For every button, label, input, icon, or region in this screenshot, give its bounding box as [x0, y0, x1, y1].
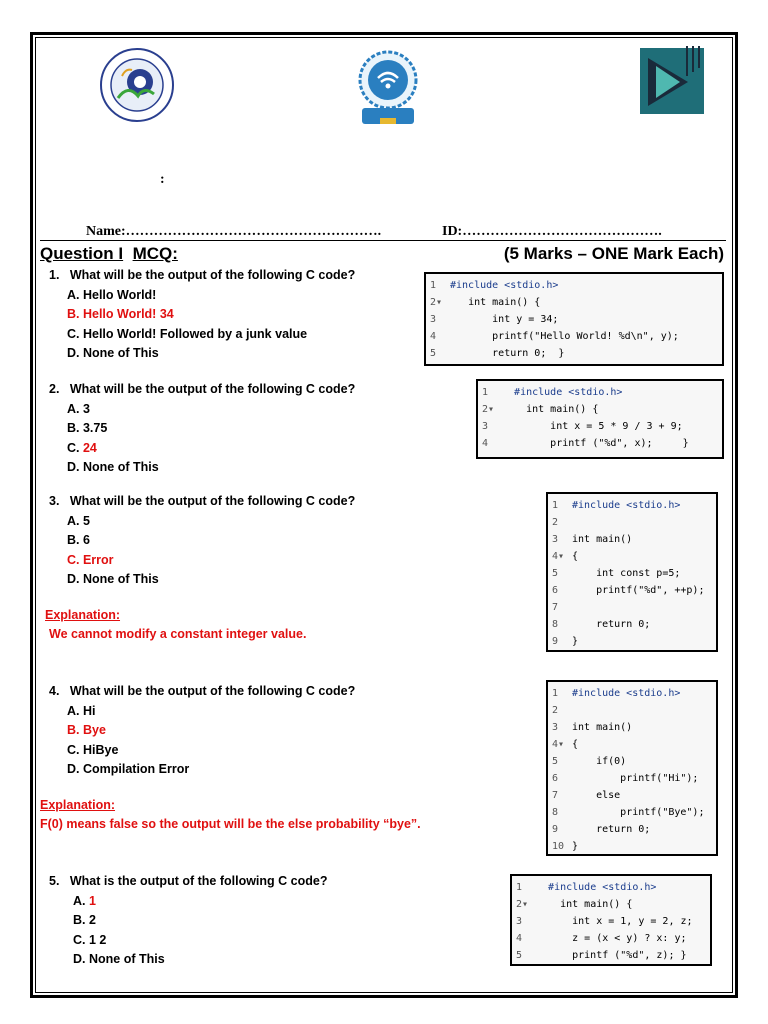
- code-line: #include <stdio.h>: [572, 500, 681, 511]
- question-4: [49, 682, 355, 780]
- code-line: printf ("%d", z); }: [572, 950, 687, 961]
- code-line: int x = 5 * 9 / 3 + 9;: [550, 421, 683, 432]
- question-2: [49, 380, 355, 478]
- option-d[interactable]: D. None of This: [67, 572, 159, 586]
- it-logo-icon: [352, 46, 424, 128]
- code-line: return 0;: [596, 824, 651, 835]
- code-line: printf("Hi");: [620, 773, 699, 784]
- option-b[interactable]: B. 3.75: [67, 421, 108, 435]
- code-line: #include <stdio.h>: [548, 882, 657, 893]
- section-title-mcq: MCQ:: [132, 244, 178, 263]
- code-line: int y = 34;: [492, 314, 559, 325]
- question-3: [49, 492, 355, 590]
- code-line: int main(): [572, 722, 633, 733]
- code-block-5: 1 #include <stdio.h> 2▾ int main() { 3 int x = 1, y = 2, z; 4 z = (x < y) ? x: y; 5 printf ("%d", z); }: [510, 874, 712, 966]
- code-line: return 0;: [596, 619, 651, 630]
- question-5: [49, 872, 327, 970]
- section-title: [40, 244, 178, 264]
- explanation-title: Explanation:: [45, 608, 121, 622]
- header-colon: :: [160, 172, 165, 187]
- faculty-logo-icon: [98, 46, 176, 124]
- option-d[interactable]: D. None of This: [73, 952, 165, 966]
- explanation-text: F(0) means false so the output will be the else probability “bye”.: [40, 817, 421, 831]
- option-b[interactable]: B. 6: [67, 533, 90, 547]
- option-a[interactable]: A. Hi: [67, 703, 96, 718]
- option-c[interactable]: C. HiBye: [67, 742, 119, 757]
- section-marks: (5 Marks – ONE Mark Each): [503, 244, 724, 263]
- option-a[interactable]: A. Hello World!: [67, 287, 157, 302]
- explanation-3: [45, 606, 306, 644]
- option-d[interactable]: D. None of This: [67, 460, 159, 474]
- code-block-1: 1 #include <stdio.h> 2▾ int main() { 3 int y = 34; 4 printf("Hello World! %d\n", y); 5 return 0; }: [424, 272, 724, 366]
- explanation-text: We cannot modify a constant integer value.: [49, 627, 307, 641]
- code-line: printf("Hello World! %d\n", y);: [492, 331, 679, 342]
- question-stem: What will be the output of the following C code?: [69, 494, 356, 508]
- id-field[interactable]: ID:…………………………………….: [442, 224, 662, 239]
- question-stem: What is the output of the following C code?: [69, 874, 328, 888]
- option-a-correct[interactable]: A. 1: [73, 893, 96, 908]
- code-line: int main(): [572, 534, 633, 545]
- option-a[interactable]: A. 3: [67, 401, 90, 416]
- question-number: 2.: [49, 382, 60, 396]
- code-block-4: 1 #include <stdio.h> 2 3 int main() 4▾ { 5 if(0) 6 printf("Hi"); 7 else 8 printf("Bye"); 9 return 0; 10 }: [546, 680, 718, 856]
- code-line: int main() {: [560, 899, 633, 910]
- explanation-4: [40, 796, 421, 834]
- name-field[interactable]: Name:……………………………………………….: [86, 224, 382, 239]
- option-c-correct[interactable]: C. 24: [67, 440, 97, 455]
- code-block-3: 1 #include <stdio.h> 2 3 int main() 4▾ { 5 int const p=5; 6 printf("%d", ++p); 7 8 return 0; 9 }: [546, 492, 718, 652]
- correct-answer-value: 24: [82, 440, 97, 455]
- code-line: if(0): [596, 756, 627, 767]
- question-number: 3.: [49, 494, 60, 508]
- option-a[interactable]: A. 5: [67, 513, 90, 528]
- code-line: {: [572, 739, 579, 750]
- code-line: z = (x < y) ? x: y;: [572, 933, 687, 944]
- option-c-correct[interactable]: C. Error: [67, 552, 114, 567]
- code-line: printf ("%d", x); }: [550, 438, 689, 449]
- explanation-title: Explanation:: [40, 798, 116, 812]
- code-line: int x = 1, y = 2, z;: [572, 916, 693, 927]
- option-b[interactable]: B. 2: [73, 913, 96, 927]
- question-stem: What will be the output of the following C code?: [69, 684, 356, 698]
- header-rule: [40, 240, 726, 241]
- question-stem: What will be the output of the following C code?: [69, 268, 356, 282]
- code-line: }: [572, 841, 579, 852]
- question-number: 1.: [49, 268, 60, 282]
- code-line: else: [596, 790, 621, 801]
- code-line: int const p=5;: [596, 568, 681, 579]
- code-block-2: 1 #include <stdio.h> 2▾ int main() { 3 int x = 5 * 9 / 3 + 9; 4 printf ("%d", x); }: [476, 379, 724, 459]
- question-1: [49, 266, 355, 364]
- correct-answer-value: 1: [88, 893, 96, 908]
- code-line: {: [572, 551, 579, 562]
- section-title-prefix: Question I: [40, 244, 124, 263]
- code-line: #include <stdio.h>: [514, 387, 623, 398]
- code-line: #include <stdio.h>: [450, 280, 559, 291]
- question-number: 5.: [49, 874, 60, 888]
- question-stem: What will be the output of the following C code?: [69, 382, 356, 396]
- option-d[interactable]: D. None of This: [67, 346, 159, 360]
- option-c[interactable]: C. Hello World! Followed by a junk value: [67, 326, 308, 341]
- option-b-correct[interactable]: B. Bye: [67, 723, 106, 737]
- code-line: #include <stdio.h>: [572, 688, 681, 699]
- play-logo-icon: [638, 44, 706, 116]
- code-line: int main() {: [526, 404, 599, 415]
- option-d[interactable]: D. Compilation Error: [67, 762, 190, 776]
- code-line: int main() {: [468, 297, 541, 308]
- code-line: }: [572, 636, 579, 647]
- option-b-correct[interactable]: B. Hello World! 34: [67, 307, 174, 321]
- code-line: printf("Bye");: [620, 807, 705, 818]
- code-line: return 0; }: [492, 348, 565, 359]
- question-number: 4.: [49, 684, 60, 698]
- code-line: printf("%d", ++p);: [596, 585, 705, 596]
- option-c[interactable]: C. 1 2: [73, 932, 107, 947]
